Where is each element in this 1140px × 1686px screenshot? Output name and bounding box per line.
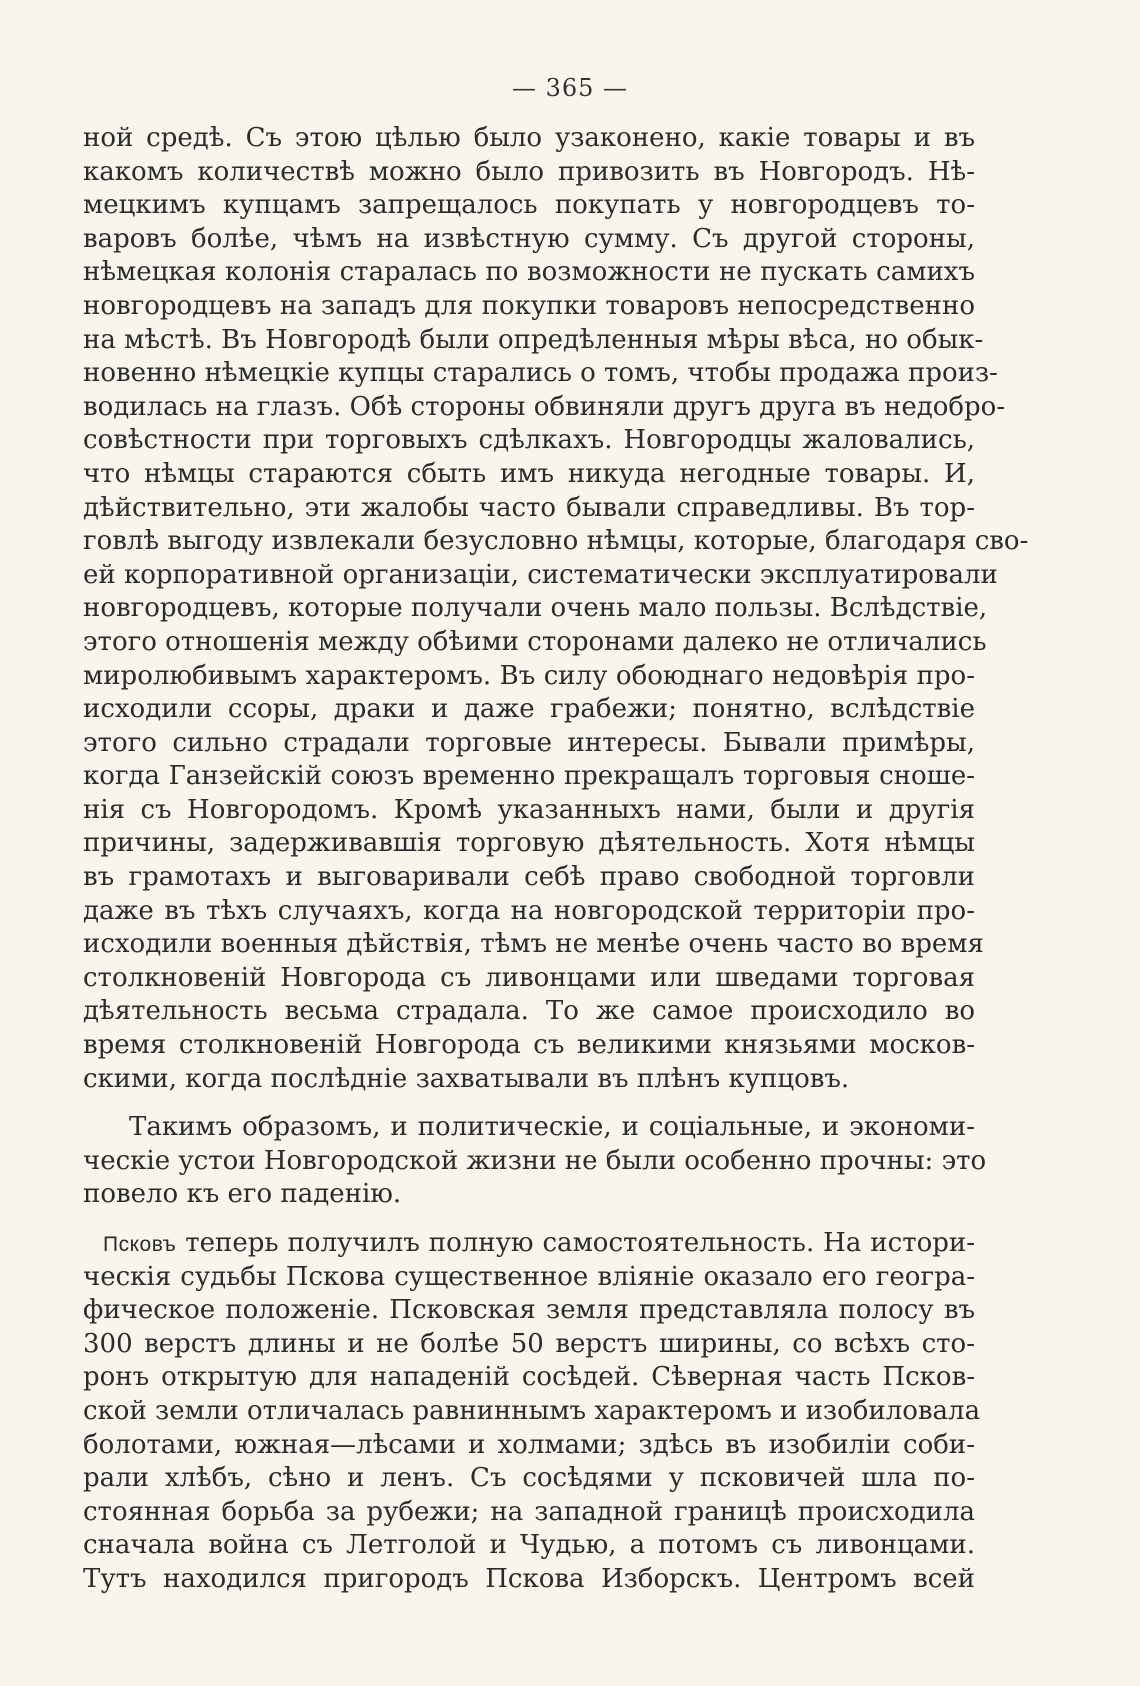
text-line: ческіе устои Новгородской жизни не были особенно прочны: это <box>83 1145 987 1176</box>
text-line: ческія судьбы Пскова существенное вліяніе оказало его геогра- <box>83 1261 975 1292</box>
text-line: столкновеній Новгорода съ ливонцами или шведами торговая <box>83 962 975 993</box>
text-line: ской земли отличалась равниннымъ характеромъ и изобиловала <box>83 1395 981 1426</box>
text-line: новгородцевъ, которые получали очень мало пользы. Вслѣдствіе, <box>83 593 988 624</box>
text-line: дѣйствительно, эти жалобы часто бывали справедливы. Въ тор- <box>83 492 975 523</box>
text-line: исходили военныя дѣйствія, тѣмъ не менѣе очень часто во время <box>83 929 984 960</box>
first-line-text: теперь получилъ полную самостоятельность. На истори- <box>176 1228 975 1258</box>
text-line: въ грамотахъ и выговаривали себѣ право свободной торговли <box>83 862 975 893</box>
text-line: водилась на глазъ. Обѣ стороны обвиняли другъ друга въ недобро- <box>83 391 1006 422</box>
text-line: миролюбивымъ характеромъ. Въ силу обоюднаго недовѣрія про- <box>83 660 975 691</box>
text-line: нія съ Новгородомъ. Кромѣ указанныхъ нами, были и другія <box>83 794 975 825</box>
text-line: дѣятельность весьма страдала. То же самое происходило во <box>83 996 975 1027</box>
text-line: Тутъ находился пригородъ Пскова Изборскъ. Центромъ всей <box>83 1563 975 1594</box>
paragraph-gap <box>83 1212 975 1227</box>
text-line: Такимъ образомъ, и политическіе, и соціальные, и экономи- <box>129 1112 975 1143</box>
paragraph-novgorod-trade <box>83 122 1029 1096</box>
text-line: болотами, южная—лѣсами и холмами; здѣсь въ изобиліи соби- <box>83 1429 975 1460</box>
text-line: новгородцевъ на западъ для покупки товаровъ непосредственно <box>83 290 975 321</box>
page-number: — 365 — <box>511 74 629 102</box>
text-line: новенно нѣмецкіе купцы старались о томъ, чтобы продажа произ- <box>83 358 998 389</box>
text-line <box>83 1227 975 1261</box>
text-line: когда Ганзейскій союзъ временно прекращалъ торговыя сноше- <box>83 761 975 792</box>
text-line: ной средѣ. Съ этою цѣлью было узаконено, какіе товары и въ <box>83 123 975 153</box>
text-line: причины, задерживавшія торговую дѣятельность. Хотя нѣмцы <box>83 828 975 859</box>
text-line: 300 верстъ длины и не болѣе 50 верстъ ширины, со всѣхъ сто- <box>83 1328 975 1359</box>
text-line: совѣстности при торговыхъ сдѣлкахъ. Новгородцы жаловались, <box>83 425 975 456</box>
text-line: варовъ болѣе, чѣмъ на извѣстную сумму. Съ другой стороны, <box>83 223 975 254</box>
text-line: нѣмецкая колонія старалась по возможности не пускать самихъ <box>83 257 975 288</box>
text-line: что нѣмцы стараются сбыть имъ никуда негодные товары. И, <box>83 458 975 489</box>
page-text <box>83 122 1029 1597</box>
section-lead-word: Псковъ <box>103 1233 177 1256</box>
text-line: сначала война съ Летголой и Чудью, а потомъ съ ливонцами. <box>83 1530 975 1561</box>
text-line: мецкимъ купцамъ запрещалось покупать у новгородцевъ то- <box>83 190 975 221</box>
text-line: исходили ссоры, драки и даже грабежи; понятно, вслѣдствіе <box>83 694 975 725</box>
text-line: повело къ его паденію. <box>83 1179 402 1210</box>
text-line: на мѣстѣ. Въ Новгородѣ были опредѣленныя мѣры вѣса, но обык- <box>83 324 984 355</box>
paragraph-summary <box>83 1111 987 1212</box>
text-line: говлѣ выгоду извлекали безусловно нѣмцы, которые, благодаря сво- <box>83 526 1029 557</box>
text-line: время столкновеній Новгорода съ великими князьями москов- <box>83 1030 975 1061</box>
paragraph-pskov <box>83 1227 981 1597</box>
text-line: рали хлѣбъ, сѣно и ленъ. Съ сосѣдями у псковичей шла по- <box>83 1463 975 1494</box>
text-line: фическое положеніе. Псковская земля представляла полосу въ <box>83 1295 975 1326</box>
text-line: какомъ количествѣ можно было привозить въ Новгородъ. Нѣ- <box>83 156 975 187</box>
text-line: ей корпоративной организаціи, систематически эксплуатировали <box>83 559 998 590</box>
text-line: этого отношенія между обѣими сторонами далеко не отличались <box>83 626 987 657</box>
paragraph-gap <box>83 1096 975 1111</box>
text-line: скими, когда послѣдніе захватывали въ плѣнъ купцовъ. <box>83 1063 850 1094</box>
text-line: ронъ открытую для нападеній сосѣдей. Сѣверная часть Псков- <box>83 1362 975 1393</box>
text-line: даже въ тѣхъ случаяхъ, когда на новгородской территоріи про- <box>83 895 975 926</box>
text-line: этого сильно страдали торговые интересы. Бывали примѣры, <box>83 727 975 758</box>
text-line: стоянная борьба за рубежи; на западной границѣ происходила <box>83 1496 975 1527</box>
